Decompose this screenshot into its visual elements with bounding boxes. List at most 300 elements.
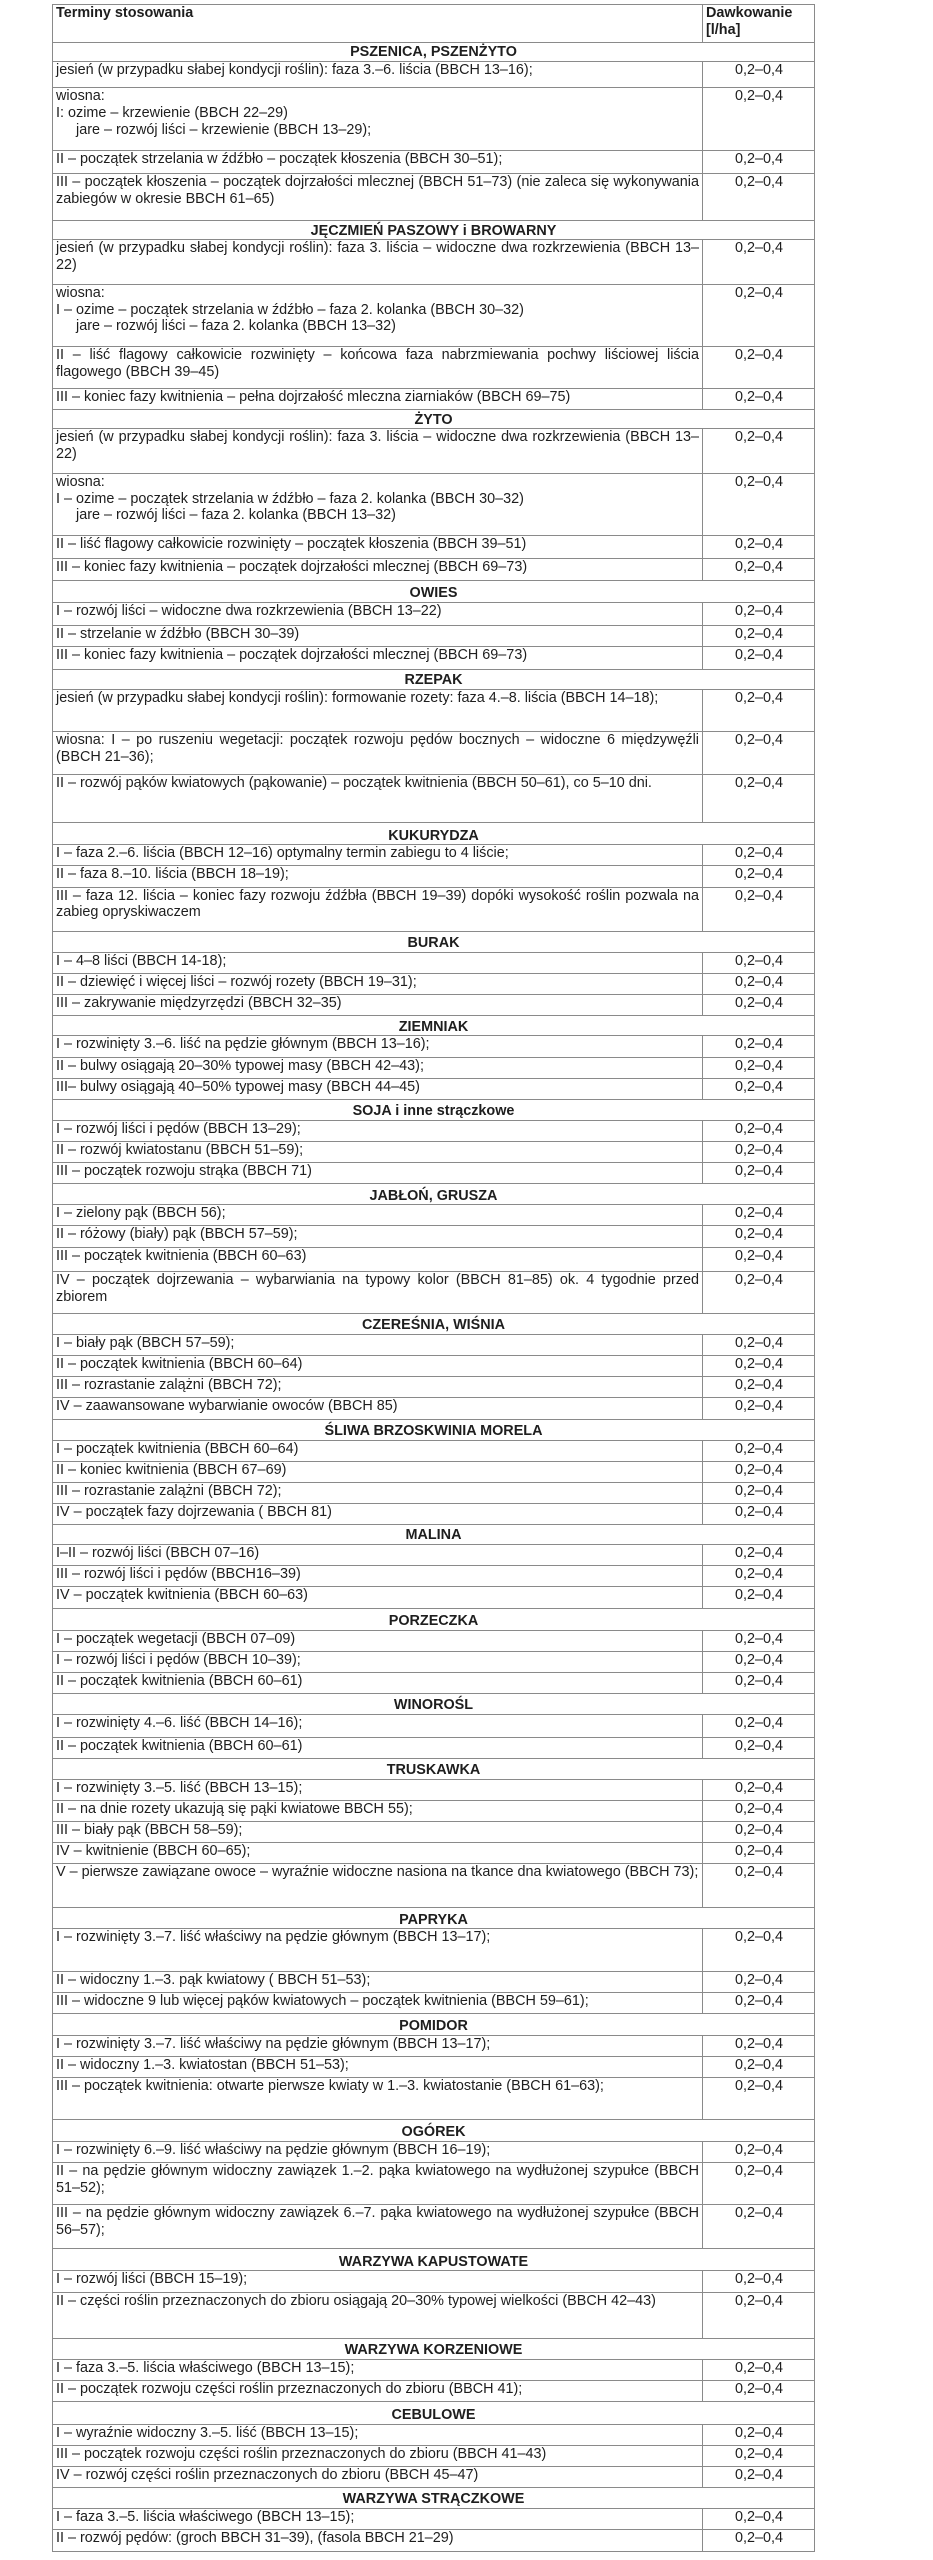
table-row	[53, 2360, 815, 2381]
document-page	[52, 4, 814, 2552]
column-header-terms: Terminy stosowania	[53, 5, 703, 43]
application-term	[53, 473, 703, 535]
table-row	[53, 536, 815, 559]
section-header-row	[53, 1908, 815, 1929]
dosage-value: 0,2–0,4	[703, 690, 815, 732]
term-line: II – liść flagowy całkowicie rozwinięty – początek kłoszenia (BBCH 39–51)	[56, 536, 527, 553]
table-row	[53, 2445, 815, 2466]
term-line: jesień (w przypadku słabej kondycji roślin): formowanie rozety: faza 4.–8. liścia (BBCH 14–18);	[56, 690, 659, 707]
application-term	[53, 1398, 703, 1419]
section-header-row	[53, 1314, 815, 1335]
table-row	[53, 2508, 815, 2529]
dosage-value: 0,2–0,4	[703, 1842, 815, 1863]
table-row	[53, 1078, 815, 1099]
application-term	[53, 2445, 703, 2466]
term-line: I – wyraźnie widoczny 3.–5. liść (BBCH 13–15);	[56, 2424, 359, 2441]
dosage-value: 0,2–0,4	[703, 1971, 815, 1992]
term-line: I – rozwinięty 4.–6. liść (BBCH 14–16);	[56, 1715, 303, 1732]
section-header-row	[53, 1608, 815, 1630]
application-term	[53, 1821, 703, 1842]
application-term	[53, 625, 703, 646]
dosage-value: 0,2–0,4	[703, 1057, 815, 1078]
application-term	[53, 732, 703, 774]
dosage-value: 0,2–0,4	[703, 389, 815, 410]
application-term	[53, 690, 703, 732]
application-term	[53, 995, 703, 1016]
table-row	[53, 1461, 815, 1482]
table-row	[53, 62, 815, 88]
term-line: IV – zaawansowane wybarwianie owoców (BBCH 85)	[56, 1398, 398, 1415]
term-line: II – dziewięć i więcej liści – rozwój rozety (BBCH 19–31);	[56, 974, 417, 991]
table-row	[53, 1566, 815, 1587]
table-row	[53, 1738, 815, 1759]
term-line: II – rozwój pąków kwiatowych (pąkowanie) – początek kwitnienia (BBCH 50–61), co 5–10 dni.	[56, 774, 652, 791]
table-body	[53, 43, 815, 2552]
term-line: I – rozwój liści i pędów (BBCH 13–29);	[56, 1120, 301, 1137]
table-row	[53, 389, 815, 410]
application-term	[53, 646, 703, 669]
dosage-value: 0,2–0,4	[703, 1715, 815, 1738]
section-title: ŻYTO	[53, 410, 815, 429]
section-header-row	[53, 1099, 815, 1120]
term-line: II – faza 8.–10. liścia (BBCH 18–19);	[56, 866, 289, 883]
dosage-value: 0,2–0,4	[703, 1247, 815, 1271]
application-term	[53, 284, 703, 346]
dosage-value: 0,2–0,4	[703, 2381, 815, 2402]
dosage-value: 0,2–0,4	[703, 625, 815, 646]
term-line: I – rozwinięty 3.–7. liść właściwy na pędzie głównym (BBCH 13–17);	[56, 1929, 491, 1946]
application-term	[53, 2141, 703, 2162]
table-row	[53, 602, 815, 625]
term-line: II – początek kwitnienia (BBCH 60–64)	[56, 1356, 303, 1373]
application-term	[53, 866, 703, 887]
table-row	[53, 1120, 815, 1141]
dosage-value: 0,2–0,4	[703, 536, 815, 559]
table-row	[53, 1929, 815, 1971]
section-header-row	[53, 221, 815, 240]
table-row	[53, 1545, 815, 1566]
dosage-value: 0,2–0,4	[703, 1141, 815, 1162]
application-term	[53, 62, 703, 88]
application-term	[53, 2078, 703, 2120]
dosage-value: 0,2–0,4	[703, 995, 815, 1016]
section-title: MALINA	[53, 1525, 815, 1545]
table-row	[53, 887, 815, 931]
section-title: WARZYWA KORZENIOWE	[53, 2339, 815, 2360]
table-row	[53, 1057, 815, 1078]
table-row	[53, 1651, 815, 1672]
dosage-value: 0,2–0,4	[703, 1205, 815, 1226]
table-row	[53, 2530, 815, 2552]
term-line: II – na pędzie głównym widoczny zawiązek 1.–2. pąka kwiatowego na wydłużonej szypułce (BBCH 51–52);	[56, 2162, 703, 2196]
application-term	[53, 2508, 703, 2529]
table-row	[53, 2424, 815, 2445]
table-row	[53, 1036, 815, 1057]
dosage-value: 0,2–0,4	[703, 2508, 815, 2529]
term-line: IV – rozwój części roślin przeznaczonych do zbioru (BBCH 45–47)	[56, 2466, 479, 2483]
dosage-value: 0,2–0,4	[703, 2141, 815, 2162]
term-line: III – koniec fazy kwitnienia – początek dojrzałości mlecznej (BBCH 69–73)	[56, 559, 528, 576]
section-title: OGÓREK	[53, 2120, 815, 2141]
table-row	[53, 2078, 815, 2120]
application-term	[53, 953, 703, 974]
term-line: III – początek kłoszenia – początek dojrzałości mlecznej (BBCH 51–73) (nie zaleca się wykonywania zabiegów w okresie BBCH 61–65)	[56, 173, 703, 207]
application-term	[53, 1226, 703, 1247]
section-header-row	[53, 1525, 815, 1545]
dosage-value: 0,2–0,4	[703, 1163, 815, 1184]
term-line: I – rozwój liści i pędów (BBCH 10–39);	[56, 1651, 301, 1668]
dosage-value: 0,2–0,4	[703, 347, 815, 389]
application-term	[53, 602, 703, 625]
dosage-value: 0,2–0,4	[703, 1078, 815, 1099]
application-term	[53, 1163, 703, 1184]
application-term	[53, 1672, 703, 1693]
application-term	[53, 1842, 703, 1863]
term-line: II – widoczny 1.–3. kwiatostan (BBCH 51–53);	[56, 2057, 349, 2074]
term-line: IV – początek fazy dojrzewania ( BBCH 81)	[56, 1504, 332, 1521]
table-row	[53, 150, 815, 173]
dosage-value: 0,2–0,4	[703, 602, 815, 625]
term-line: III – biały pąk (BBCH 58–59);	[56, 1821, 243, 1838]
section-title: SOJA i inne strączkowe	[53, 1099, 815, 1120]
term-line: V – pierwsze zawiązane owoce – wyraźnie widoczne nasiona na tkance dna kwiatowego (BBCH 73);	[56, 1863, 699, 1880]
section-title: BURAK	[53, 931, 815, 952]
dosage-value: 0,2–0,4	[703, 2424, 815, 2445]
dosage-value: 0,2–0,4	[703, 1398, 815, 1419]
term-line: II – części roślin przeznaczonych do zbioru osiągają 20–30% typowej wielkości (BBCH 42–43)	[56, 2292, 656, 2309]
table-header-row	[53, 5, 815, 43]
table-row	[53, 2162, 815, 2204]
dosage-value: 0,2–0,4	[703, 1587, 815, 1608]
application-term	[53, 240, 703, 284]
section-header-row	[53, 1016, 815, 1036]
application-term	[53, 1247, 703, 1271]
section-header-row	[53, 581, 815, 602]
application-term	[53, 536, 703, 559]
application-term	[53, 1120, 703, 1141]
application-term	[53, 1863, 703, 1907]
dosage-value: 0,2–0,4	[703, 429, 815, 473]
table-row	[53, 347, 815, 389]
term-line: II – bulwy osiągają 20–30% typowej masy (BBCH 42–43);	[56, 1057, 424, 1074]
section-title: JĘCZMIEŃ PASZOWY i BROWARNY	[53, 221, 815, 240]
dosage-value: 0,2–0,4	[703, 1821, 815, 1842]
section-title: PSZENICA, PSZENŻYTO	[53, 43, 815, 62]
table-row	[53, 774, 815, 823]
term-line: I – 4–8 liści (BBCH 14-18);	[56, 953, 227, 970]
table-row	[53, 1992, 815, 2013]
dosage-value: 0,2–0,4	[703, 953, 815, 974]
table-row	[53, 1356, 815, 1377]
table-row	[53, 953, 815, 974]
section-title: KUKURYDZA	[53, 823, 815, 845]
term-line: I: ozime – krzewienie (BBCH 22–29)	[56, 105, 288, 122]
application-term	[53, 1482, 703, 1503]
term-line: I – biały pąk (BBCH 57–59);	[56, 1335, 235, 1352]
dosage-value: 0,2–0,4	[703, 2162, 815, 2204]
section-header-row	[53, 1759, 815, 1779]
section-title: OWIES	[53, 581, 815, 602]
table-row	[53, 240, 815, 284]
section-title: ŚLIWA BRZOSKWINIA MORELA	[53, 1419, 815, 1440]
table-row	[53, 2381, 815, 2402]
application-term	[53, 845, 703, 866]
dosage-value: 0,2–0,4	[703, 2530, 815, 2552]
term-line: III – początek rozwoju części roślin przeznaczonych do zbioru (BBCH 41–43)	[56, 2445, 547, 2462]
section-title: WARZYWA STRĄCZKOWE	[53, 2487, 815, 2508]
table-row	[53, 1863, 815, 1907]
application-term	[53, 887, 703, 931]
term-line: III – rozrastanie zalążni (BBCH 72);	[56, 1377, 282, 1394]
dosage-value: 0,2–0,4	[703, 62, 815, 88]
term-line: I – rozwój liści (BBCH 15–19);	[56, 2271, 248, 2288]
dosage-value: 0,2–0,4	[703, 646, 815, 669]
dosage-value: 0,2–0,4	[703, 2057, 815, 2078]
section-header-row	[53, 1184, 815, 1205]
application-term	[53, 2466, 703, 2487]
term-line: IV – początek dojrzewania – wybarwiania na typowy kolor (BBCH 81–85) ok. 4 tygodnie przed zbiorem	[56, 1271, 703, 1305]
term-line: II – strzelanie w źdźbło (BBCH 30–39)	[56, 625, 300, 642]
application-term	[53, 2271, 703, 2292]
application-term	[53, 150, 703, 173]
application-term	[53, 1587, 703, 1608]
application-term	[53, 1738, 703, 1759]
table-row	[53, 2292, 815, 2338]
table-row	[53, 2141, 815, 2162]
term-line: II – widoczny 1.–3. pąk kwiatowy ( BBCH 51–53);	[56, 1971, 371, 1988]
section-header-row	[53, 1694, 815, 1715]
table-row	[53, 1587, 815, 1608]
section-header-row	[53, 2249, 815, 2271]
application-term	[53, 1504, 703, 1525]
application-term	[53, 1566, 703, 1587]
dosage-value: 0,2–0,4	[703, 2078, 815, 2120]
dosage-value: 0,2–0,4	[703, 2292, 815, 2338]
dosage-value: 0,2–0,4	[703, 845, 815, 866]
dosage-value: 0,2–0,4	[703, 150, 815, 173]
dosage-value: 0,2–0,4	[703, 2036, 815, 2057]
application-term	[53, 2530, 703, 2552]
table-row	[53, 1842, 815, 1863]
application-term	[53, 1715, 703, 1738]
application-term	[53, 429, 703, 473]
term-line: I – rozwinięty 3.–6. liść na pędzie głównym (BBCH 13–16);	[56, 1036, 430, 1053]
application-term	[53, 2360, 703, 2381]
term-line: I – ozime – początek strzelania w źdźbło – faza 2. kolanka (BBCH 30–32)	[56, 301, 524, 318]
section-header-row	[53, 2402, 815, 2424]
term-line: III – na pędzie głównym widoczny zawiązek 6.–7. pąka kwiatowego na wydłużonej szypułce (BBCH 56–57);	[56, 2204, 703, 2238]
dosage-table	[52, 4, 815, 2552]
dosage-value: 0,2–0,4	[703, 732, 815, 774]
table-row	[53, 1205, 815, 1226]
table-row	[53, 995, 815, 1016]
term-line: III – rozrastanie zalążni (BBCH 72);	[56, 1482, 282, 1499]
application-term	[53, 2057, 703, 2078]
table-row	[53, 732, 815, 774]
term-line: I – początek kwitnienia (BBCH 60–64)	[56, 1440, 299, 1457]
dosage-value: 0,2–0,4	[703, 173, 815, 221]
application-term	[53, 1800, 703, 1821]
dosage-value: 0,2–0,4	[703, 284, 815, 346]
term-line: IV – początek kwitnienia (BBCH 60–63)	[56, 1587, 308, 1604]
term-line: I – faza 2.–6. liścia (BBCH 12–16) optymalny termin zabiegu to 4 liście;	[56, 845, 509, 862]
application-term	[53, 347, 703, 389]
application-term	[53, 389, 703, 410]
dosage-value: 0,2–0,4	[703, 887, 815, 931]
application-term	[53, 2162, 703, 2204]
table-row	[53, 559, 815, 581]
section-header-row	[53, 2487, 815, 2508]
term-line: jare – rozwój liści – faza 2. kolanka (BBCH 13–32)	[76, 507, 396, 524]
application-term	[53, 1929, 703, 1971]
term-line: III – początek rozwoju strąka (BBCH 71)	[56, 1163, 312, 1180]
dosage-value: 0,2–0,4	[703, 1504, 815, 1525]
term-line: III – zakrywanie międzyrzędzi (BBCH 32–35)	[56, 995, 342, 1012]
application-term	[53, 2036, 703, 2057]
table-row	[53, 974, 815, 995]
application-term	[53, 2424, 703, 2445]
dosage-value: 0,2–0,4	[703, 2204, 815, 2248]
dosage-value: 0,2–0,4	[703, 1992, 815, 2013]
dosage-value: 0,2–0,4	[703, 1672, 815, 1693]
section-header-row	[53, 823, 815, 845]
table-row	[53, 1971, 815, 1992]
term-line: III – koniec fazy kwitnienia – pełna dojrzałość mleczna ziarniaków (BBCH 69–75)	[56, 389, 571, 406]
dosage-value: 0,2–0,4	[703, 1863, 815, 1907]
term-line: wiosna: I – po ruszeniu wegetacji: początek rozwoju pędów bocznych – widoczne 6 międzywęźli (BBCH 21–36);	[56, 732, 703, 766]
application-term	[53, 1440, 703, 1461]
dosage-value: 0,2–0,4	[703, 1036, 815, 1057]
dosage-value: 0,2–0,4	[703, 1545, 815, 1566]
application-term	[53, 1377, 703, 1398]
table-row	[53, 2057, 815, 2078]
dosage-value: 0,2–0,4	[703, 1779, 815, 1800]
table-row	[53, 284, 815, 346]
application-term	[53, 1335, 703, 1356]
section-title: WARZYWA KAPUSTOWATE	[53, 2249, 815, 2271]
section-title: WINOROŚL	[53, 1694, 815, 1715]
application-term	[53, 1271, 703, 1313]
table-row	[53, 1821, 815, 1842]
table-row	[53, 1715, 815, 1738]
section-title: RZEPAK	[53, 670, 815, 690]
dosage-value: 0,2–0,4	[703, 974, 815, 995]
term-line: IV – kwitnienie (BBCH 60–65);	[56, 1842, 251, 1859]
term-line: II – koniec kwitnienia (BBCH 67–69)	[56, 1461, 287, 1478]
dosage-value: 0,2–0,4	[703, 2445, 815, 2466]
application-term	[53, 1141, 703, 1162]
term-line: II – na dnie rozety ukazują się pąki kwiatowe BBCH 55);	[56, 1800, 413, 1817]
section-title: CEBULOWE	[53, 2402, 815, 2424]
dosage-value: 0,2–0,4	[703, 1226, 815, 1247]
table-row	[53, 1377, 815, 1398]
table-row	[53, 1440, 815, 1461]
section-header-row	[53, 410, 815, 429]
application-term	[53, 1036, 703, 1057]
table-row	[53, 690, 815, 732]
section-title: TRUSKAWKA	[53, 1759, 815, 1779]
section-header-row	[53, 43, 815, 62]
term-line: I – rozwinięty 3.–5. liść (BBCH 13–15);	[56, 1779, 303, 1796]
table-row	[53, 1779, 815, 1800]
application-term	[53, 1630, 703, 1651]
application-term	[53, 1779, 703, 1800]
application-term	[53, 1971, 703, 1992]
application-term	[53, 1651, 703, 1672]
application-term	[53, 88, 703, 150]
column-header-dosage-unit: [l/ha]	[706, 21, 741, 38]
dosage-value: 0,2–0,4	[703, 1440, 815, 1461]
table-row	[53, 1398, 815, 1419]
term-line: III– bulwy osiągają 40–50% typowej masy (BBCH 44–45)	[56, 1078, 420, 1095]
term-line: II – początek kwitnienia (BBCH 60–61)	[56, 1738, 303, 1755]
table-row	[53, 1226, 815, 1247]
dosage-value: 0,2–0,4	[703, 866, 815, 887]
application-term	[53, 1057, 703, 1078]
dosage-value: 0,2–0,4	[703, 1120, 815, 1141]
term-line: jesień (w przypadku słabej kondycji roślin): faza 3. liścia – widoczne dwa rozkrzewienia (BBCH 13–22)	[56, 429, 699, 463]
term-line: II – rozwój pędów: (groch BBCH 31–39), (fasola BBCH 21–29)	[56, 2530, 454, 2547]
dosage-value: 0,2–0,4	[703, 774, 815, 823]
table-row	[53, 845, 815, 866]
term-line: II – rozwój kwiatostanu (BBCH 51–59);	[56, 1141, 304, 1158]
table-row	[53, 866, 815, 887]
table-row	[53, 429, 815, 473]
table-row	[53, 646, 815, 669]
section-header-row	[53, 670, 815, 690]
section-header-row	[53, 1419, 815, 1440]
table-row	[53, 1482, 815, 1503]
table-row	[53, 1800, 815, 1821]
dosage-value: 0,2–0,4	[703, 1651, 815, 1672]
term-line: III – początek kwitnienia: otwarte pierwsze kwiaty w 1.–3. kwiatostanie (BBCH 61–63);	[56, 2078, 604, 2095]
section-header-row	[53, 2120, 815, 2141]
section-title: PAPRYKA	[53, 1908, 815, 1929]
section-title: PORZECZKA	[53, 1608, 815, 1630]
application-term	[53, 1992, 703, 2013]
term-line: III – faza 12. liścia – koniec fazy rozwoju źdźbła (BBCH 19–39) dopóki wysokość roślin pozwala na zabieg opryskiwaczem	[56, 887, 703, 921]
dosage-value: 0,2–0,4	[703, 559, 815, 581]
table-row	[53, 1141, 815, 1162]
term-line: III – widoczne 9 lub więcej pąków kwiatowych – początek kwitnienia (BBCH 59–61);	[56, 1992, 589, 2009]
application-term	[53, 2381, 703, 2402]
table-row	[53, 88, 815, 150]
table-row	[53, 2204, 815, 2248]
dosage-value: 0,2–0,4	[703, 1271, 815, 1313]
column-header-dosage	[703, 5, 815, 43]
application-term	[53, 1461, 703, 1482]
dosage-value: 0,2–0,4	[703, 1377, 815, 1398]
term-line: III – rozwój liści i pędów (BBCH16–39)	[56, 1566, 301, 1583]
term-line: II – początek rozwoju części roślin przeznaczonych do zbioru (BBCH 41);	[56, 2381, 523, 2398]
term-line: jare – rozwój liści – krzewienie (BBCH 13–29);	[76, 121, 372, 138]
dosage-value: 0,2–0,4	[703, 88, 815, 150]
dosage-value: 0,2–0,4	[703, 473, 815, 535]
section-title: ZIEMNIAK	[53, 1016, 815, 1036]
term-line: jesień (w przypadku słabej kondycji roślin): faza 3.–6. liścia (BBCH 13–16);	[56, 62, 533, 78]
term-line: I – rozwinięty 3.–7. liść właściwy na pędzie głównym (BBCH 13–17);	[56, 2036, 491, 2053]
application-term	[53, 1545, 703, 1566]
section-title: POMIDOR	[53, 2013, 815, 2035]
term-line: jesień (w przypadku słabej kondycji roślin): faza 3. liścia – widoczne dwa rozkrzewienia (BBCH 13–22)	[56, 240, 699, 274]
table-row	[53, 625, 815, 646]
section-header-row	[53, 2339, 815, 2360]
dosage-value: 0,2–0,4	[703, 1482, 815, 1503]
table-row	[53, 1672, 815, 1693]
section-header-row	[53, 931, 815, 952]
dosage-value: 0,2–0,4	[703, 1335, 815, 1356]
term-line: I – faza 3.–5. liścia właściwego (BBCH 13–15);	[56, 2508, 355, 2525]
